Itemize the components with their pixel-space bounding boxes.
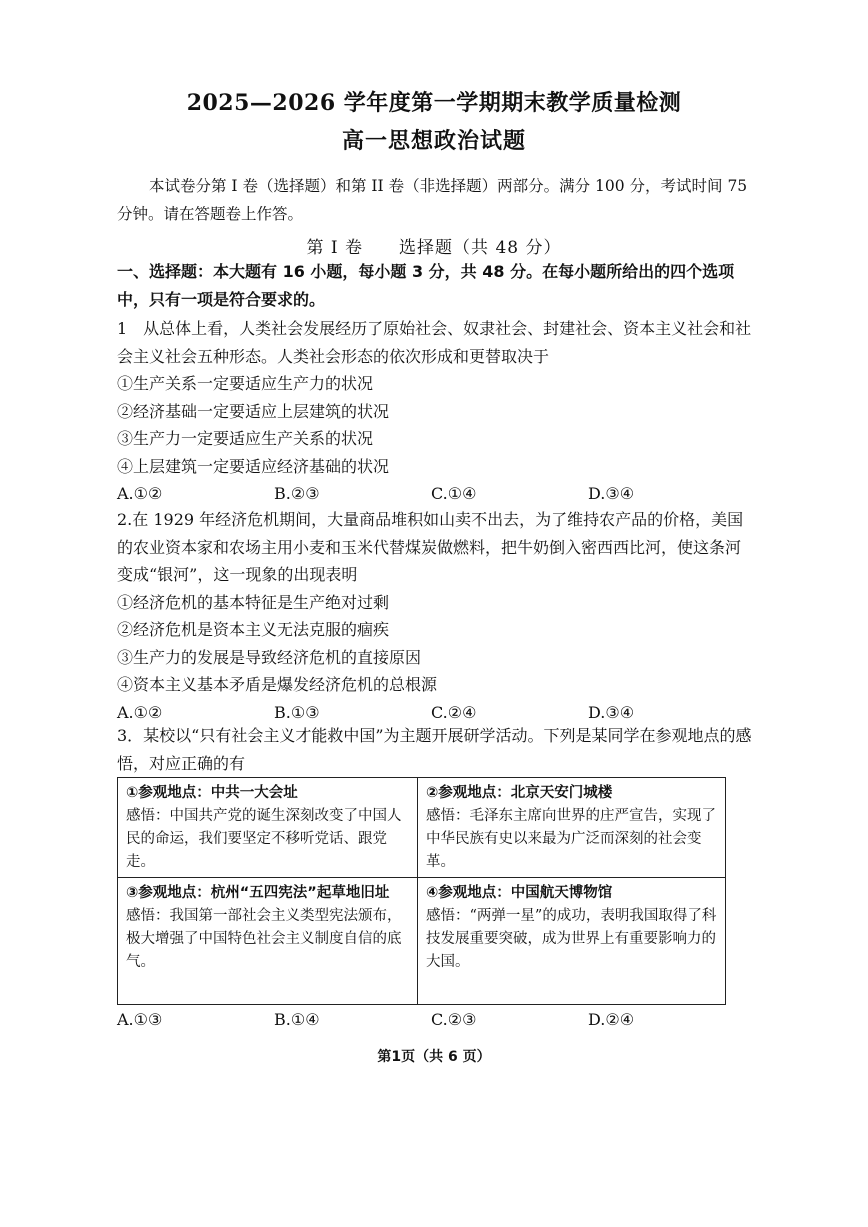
choice-c: C.②③ [431, 1010, 477, 1029]
answer-choices [117, 1010, 753, 1037]
statement-option: ④上层建筑一定要适应经济基础的状况 [117, 456, 390, 476]
choice-d: D.②④ [588, 1010, 635, 1029]
statement-option: ③生产力一定要适应生产关系的状况 [117, 429, 374, 448]
visit-location: ①参观地点：中共一大会址 [126, 785, 298, 801]
visit-cell-4 [418, 878, 725, 1004]
question-stem: 1 从总体上看，人类社会发展经历了原始社会、奴隶社会、封建社会、资本主义社会和社会主义社会五种形态。人类社会形态的依次形成和更替取决于 [117, 319, 752, 366]
choice-b: B.①④ [274, 1010, 320, 1029]
visit-reflection: 感悟：“两弹一星”的成功，表明我国取得了科技发展重要突破，成为世界上有重要影响力的大国。 [426, 908, 717, 970]
exam-subject-title: 高一思想政治试题 [341, 128, 526, 154]
visit-location: ④参观地点：中国航天博物馆 [426, 885, 613, 901]
visit-reflection: 感悟：毛泽东主席向世界的庄严宣告，实现了中华民族有史以来最为广泛而深刻的社会变革。 [426, 808, 716, 870]
visit-cell-3 [118, 878, 418, 1004]
visit-reflection: 感悟：我国第一部社会主义类型宪法颁布，极大增强了中国特色社会主义制度自信的底气。 [126, 908, 402, 970]
section-heading: 第 I 卷 选择题（共 48 分） [306, 238, 562, 258]
exam-title: 2025—2026 学年度第一学期期末教学质量检测 [186, 90, 682, 116]
statement-option: ④资本主义基本矛盾是爆发经济危机的总根源 [117, 675, 438, 694]
visit-cell-2 [418, 778, 725, 878]
question-2 [117, 506, 753, 726]
choice-c: C.①④ [431, 484, 477, 503]
statement-option: ②经济基础一定要适应上层建筑的状况 [117, 401, 390, 421]
choice-a: A.①② [117, 702, 163, 722]
statement-option: ③生产力的发展是导致经济危机的直接原因 [117, 647, 422, 667]
page-footer: 第1页（共 6 页） [377, 1049, 491, 1065]
visit-location: ③参观地点：杭州“五四宪法”起草地旧址 [126, 885, 390, 901]
question-stem: 2.在 1929 年经济危机期间，大量商品堆积如山卖不出去，为了维持农产品的价格，美国的农业资本家和农场主用小麦和玉米代替煤炭做燃料，把牛奶倒入密西西比河，使这条河变成“银河”，这一现象的出现表明 [117, 510, 744, 584]
question-1 [117, 315, 753, 507]
visit-reflection: 感悟：中国共产党的诞生深刻改变了中国人民的命运，我们要坚定不移听党话、跟党走。 [126, 808, 402, 870]
choice-a: A.①② [117, 484, 163, 503]
statement-option: ①生产关系一定要适应生产力的状况 [117, 374, 374, 393]
exam-intro: 本试卷分第 I 卷（选择题）和第 II 卷（非选择题）两部分。满分 100 分，考试时间 75 分钟。请在答题卷上作答。 [117, 177, 748, 223]
statement-option: ②经济危机是资本主义无法克服的痼疾 [117, 620, 390, 639]
choice-c: C.②④ [431, 702, 477, 722]
choice-b: B.①③ [274, 702, 320, 722]
section-instruction: 一、选择题：本大题有 16 小题，每小题 3 分，共 48 分。在每小题所给出的四个选项中，只有一项是符合要求的。 [117, 262, 735, 309]
question-stem: 3．某校以“只有社会主义才能救中国”为主题开展研学活动。下列是某同学在参观地点的感悟，对应正确的有 [117, 726, 752, 773]
answer-choices [117, 480, 753, 507]
statement-option: ①经济危机的基本特征是生产绝对过剩 [117, 592, 390, 612]
choice-d: D.③④ [588, 702, 635, 722]
choice-d: D.③④ [588, 484, 635, 503]
choice-b: B.②③ [274, 484, 320, 503]
visit-location: ②参观地点：北京天安门城楼 [426, 785, 613, 801]
choice-a: A.①③ [117, 1010, 163, 1029]
visit-cell-1 [118, 778, 418, 878]
question-3 [117, 722, 753, 777]
visit-table [117, 777, 726, 1005]
